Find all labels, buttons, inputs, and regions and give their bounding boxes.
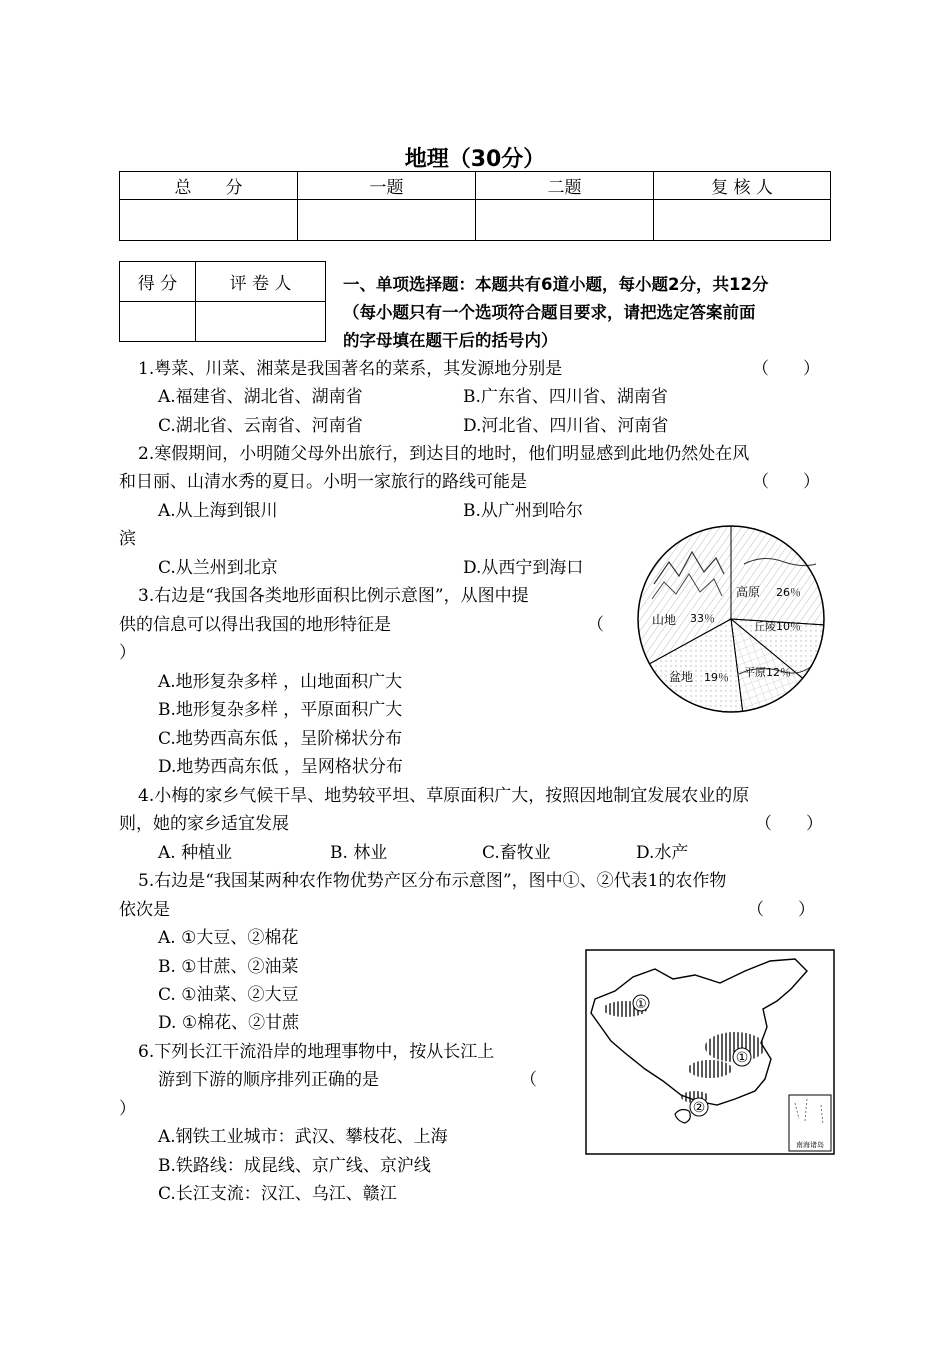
q2-option-d: D.从西宁到海口 (463, 558, 584, 578)
score-cell-q1[interactable] (298, 200, 476, 241)
q6-option-b: B.铁路线：成昆线、京广线、京沪线 (158, 1156, 431, 1176)
q5-option-d: D. ①棉花、②甘蔗 (158, 1013, 300, 1033)
q1-option-c: C.湖北省、云南省、河南省 (158, 416, 363, 436)
score-header-reviewer: 复 核 人 (654, 172, 831, 200)
q5-stem-line2: 依次是 (119, 900, 170, 920)
q1-option-b: B.广东省、四川省、湖南省 (463, 387, 668, 407)
q6-stem-line1: 6.下列长江干流沿岸的地理事物中，按从长江上 (138, 1042, 495, 1062)
q2-option-a: A.从上海到银川 (158, 501, 278, 521)
q6-stem-line2: 游到下游的顺序排列正确的是 (158, 1070, 379, 1090)
pie-label-plain: 平原12％ (744, 666, 791, 679)
q1-stem: 1.粤菜、川菜、湘菜是我国著名的菜系，其发源地分别是 (138, 359, 563, 379)
q5-stem-line1: 5.右边是“我国某两种农作物优势产区分布示意图”，图中①、②代表1的农作物 (138, 871, 727, 891)
q3-stem-line2: 供的信息可以得出我国的地形特征是 (119, 615, 391, 635)
pie-label-basin: 盆地 (669, 670, 694, 684)
q4-option-c: C.畜牧业 (482, 843, 551, 863)
q6-answer-bracket-close: ） (119, 1099, 136, 1119)
score-cell-q2[interactable] (476, 200, 654, 241)
q2-option-b-continued: 滨 (119, 529, 136, 549)
pie-label-hills: 丘陵10％ (754, 620, 801, 633)
q1-answer-bracket[interactable]: （ ） (752, 359, 820, 379)
terrain-pie-chart (634, 524, 828, 714)
q6-answer-bracket-open[interactable]: （ (520, 1070, 537, 1090)
map-marker-1-north: ① (635, 997, 647, 1012)
score-cell-reviewer[interactable] (654, 200, 831, 241)
q2-option-c: C.从兰州到北京 (158, 558, 278, 578)
pie-label-plateau-pct: 26％ (776, 586, 801, 599)
inset-label: 南海诸岛 (796, 1141, 824, 1149)
crop-region-1b (688, 1060, 732, 1078)
score-table (119, 171, 831, 241)
pie-slice-高原 (731, 526, 824, 625)
q3-stem-line1: 3.右边是“我国各类地形面积比例示意图”，从图中提 (138, 586, 529, 606)
q6-option-c: C.长江支流：汉江、乌江、赣江 (158, 1184, 397, 1204)
score-header-q2: 二题 (476, 172, 654, 200)
score-cell-total[interactable] (120, 200, 298, 241)
q3-option-c: C.地势西高东低 ，呈阶梯状分布 (158, 729, 403, 749)
map-marker-2: ② (692, 1100, 706, 1116)
grader-cell-grader[interactable] (196, 302, 326, 342)
q1-option-d: D.河北省、四川省、河南省 (463, 416, 669, 436)
q4-stem-line2: 则，她的家乡适宜发展 (119, 814, 289, 834)
q3-option-d: D.地势西高东低 ，呈网格状分布 (158, 757, 403, 777)
section1-heading-line1: 一、单项选择题：本题共有6道小题，每小题2分，共12分 (343, 275, 769, 294)
q5-option-c: C. ①油菜、②大豆 (158, 985, 299, 1005)
q4-stem-line1: 4.小梅的家乡气候干旱、地势较平坦、草原面积广大，按照因地制宜发展农业的原 (138, 786, 750, 806)
q3-option-b: B.地形复杂多样 ，平原面积广大 (158, 700, 403, 720)
q1-option-a: A.福建省、湖北省、湖南省 (158, 387, 363, 407)
q4-option-a: A. 种植业 (158, 843, 233, 863)
q3-option-a: A.地形复杂多样 ，山地面积广大 (158, 672, 403, 692)
q3-answer-bracket-close: ） (119, 643, 136, 663)
q3-answer-bracket-open[interactable]: （ (587, 615, 604, 635)
q2-stem-line1: 2.寒假期间，小明随父母外出旅行，到达目的地时，他们明显感到此地仍然处在风 (138, 444, 750, 464)
grader-header-score: 得 分 (120, 262, 196, 302)
section1-heading-line3: 的字母填在题干后的括号内） (343, 331, 558, 350)
q4-answer-bracket[interactable]: （ ） (755, 814, 823, 834)
q2-stem-line2: 和日丽、山清水秀的夏日。小明一家旅行的路线可能是 (119, 472, 527, 492)
q6-option-a: A.钢铁工业城市：武汉、攀枝花、上海 (158, 1127, 448, 1147)
q5-option-b: B. ①甘蔗、②油菜 (158, 957, 299, 977)
q4-option-d: D.水产 (636, 843, 689, 863)
q5-answer-bracket[interactable]: （ ） (747, 900, 815, 920)
pie-label-mountain-pct: 33％ (690, 612, 715, 625)
map-marker-1-south: ① (735, 1050, 749, 1066)
grader-header-grader: 评 卷 人 (196, 262, 326, 302)
q2-option-b: B.从广州到哈尔 (463, 501, 583, 521)
score-header-q1: 一题 (298, 172, 476, 200)
q2-answer-bracket[interactable]: （ ） (752, 472, 820, 492)
page-title: 地理（30分） (404, 147, 546, 172)
grader-cell-score[interactable] (120, 302, 196, 342)
pie-label-mountain: 山地 (652, 613, 677, 627)
q4-option-b: B. 林业 (330, 843, 388, 863)
china-crop-map (585, 949, 835, 1155)
pie-label-basin-pct: 19％ (704, 671, 729, 684)
score-header-total: 总 分 (120, 172, 298, 200)
q5-option-a: A. ①大豆、②棉花 (158, 928, 299, 948)
grader-table (119, 261, 326, 342)
pie-label-plateau: 高原 (736, 585, 761, 599)
section1-heading-line2: （每小题只有一个选项符合题目要求，请把选定答案前面 (343, 303, 756, 322)
